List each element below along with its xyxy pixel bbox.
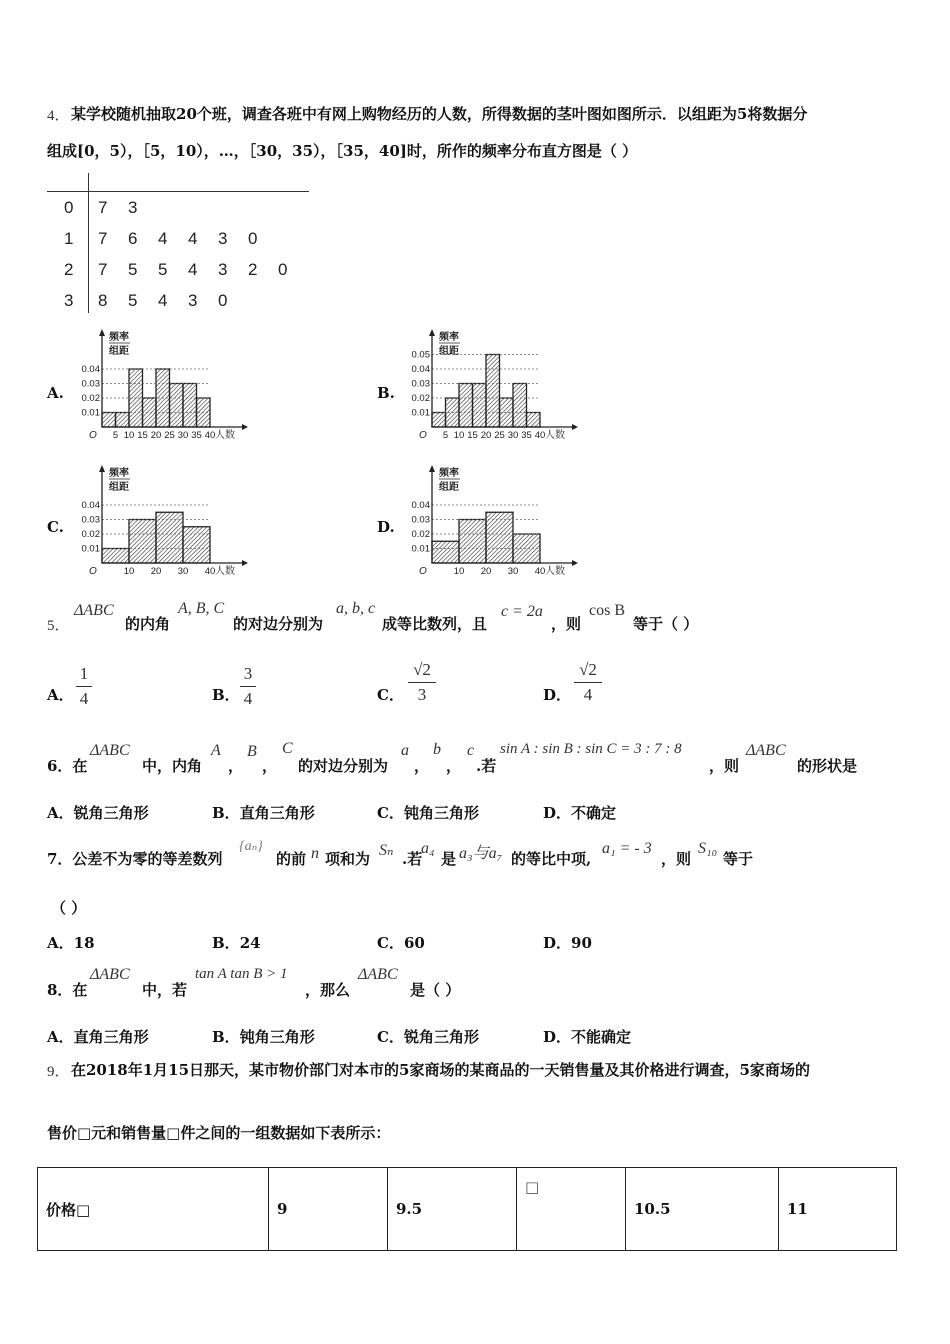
origin-label: O xyxy=(89,566,97,577)
q7-text-1: 的前 xyxy=(276,850,307,868)
q6-text-2: 的对边分别为 xyxy=(298,757,389,775)
q6-triangle: ΔABC xyxy=(90,742,130,759)
stem-value: 3 xyxy=(64,291,74,310)
x-tick-label: 10 xyxy=(123,566,135,577)
q4-option-a-label[interactable]: A. xyxy=(47,384,64,402)
q7-option-d[interactable] xyxy=(543,932,592,953)
y-axis-label-bottom: 组距 xyxy=(439,482,459,493)
histogram-bar xyxy=(183,527,210,563)
q8-option-c[interactable] xyxy=(377,1026,479,1047)
q5-option-c-label[interactable]: C． xyxy=(377,686,404,704)
q5-option-c-fraction[interactable] xyxy=(408,660,436,705)
option-text: 钝角三角形 xyxy=(239,1028,315,1046)
y-tick-label: 0.03 xyxy=(81,514,100,526)
x-tick-label: 20 xyxy=(150,566,162,577)
q6-angle-c: C xyxy=(282,740,293,757)
histogram-option-d xyxy=(402,462,582,584)
y-axis-label-bottom: 组距 xyxy=(109,482,129,493)
histogram-bar xyxy=(527,413,541,428)
q7-a1: a₁ = - 3 xyxy=(602,840,652,857)
histogram-bar xyxy=(129,520,156,564)
q9-number: 9． xyxy=(47,1064,70,1080)
y-tick-label: 0.01 xyxy=(411,543,430,555)
leaf-value: 5 xyxy=(158,260,168,279)
q6-number: 6．在 xyxy=(47,757,88,775)
x-axis-arrow xyxy=(572,424,578,430)
stem-value: 2 xyxy=(64,260,74,279)
table-cell: □ xyxy=(517,1168,626,1251)
q5-text-2: 的对边分别为 xyxy=(233,615,324,633)
y-tick-label: 0.03 xyxy=(411,514,430,526)
x-axis-arrow xyxy=(242,560,248,566)
x-tick-label: 5 xyxy=(442,430,449,441)
table-header-cell: 价格□ xyxy=(38,1168,269,1251)
x-axis-unit: 人数 xyxy=(545,430,565,441)
table-cell: 9.5 xyxy=(388,1168,517,1251)
histogram-bar xyxy=(143,398,157,427)
histogram-bar xyxy=(513,384,527,428)
histogram-bar xyxy=(459,384,473,428)
leaf-value: 4 xyxy=(188,229,198,248)
histogram-bar xyxy=(156,512,183,563)
table-row xyxy=(38,1168,897,1251)
option-text: 锐角三角形 xyxy=(73,804,149,822)
option-label: A． xyxy=(47,1028,74,1046)
q7-text-7: 等于 xyxy=(723,850,754,868)
q7-option-a[interactable] xyxy=(47,932,95,953)
q7-sn: Sₙ xyxy=(379,842,394,859)
q6-option-c[interactable] xyxy=(377,802,479,823)
leaf-value: 7 xyxy=(98,260,108,279)
q6-side-c: c xyxy=(467,742,475,759)
fraction-numerator: 1 xyxy=(79,664,89,683)
q8-text-2: ，那么 xyxy=(305,981,351,999)
histogram-bar xyxy=(459,520,486,564)
q6-comma-4: ， xyxy=(446,757,462,775)
x-axis-arrow xyxy=(572,560,578,566)
option-text: 锐角三角形 xyxy=(403,1028,479,1046)
q5-text-1: 的内角 xyxy=(125,615,171,633)
q8-text-3: 是（ ） xyxy=(410,981,461,999)
leaf-value: 5 xyxy=(128,260,138,279)
histogram-bar xyxy=(486,512,513,563)
x-tick-label: 10 xyxy=(123,430,135,441)
fraction-numerator: √2 xyxy=(413,660,431,679)
leaf-value: 4 xyxy=(158,229,168,248)
q6-comma-3: ， xyxy=(414,757,430,775)
stem-value: 0 xyxy=(64,198,74,217)
histogram-bar xyxy=(486,355,500,428)
histogram-bar xyxy=(102,413,116,428)
option-text: 直角三角形 xyxy=(73,1028,149,1046)
x-tick-label: 30 xyxy=(507,430,519,441)
histogram-bar xyxy=(432,541,459,563)
q5-triangle: ΔABC xyxy=(74,602,114,619)
leaf-value: 7 xyxy=(98,198,108,217)
x-tick-label: 15 xyxy=(467,430,478,441)
leaf-value: 3 xyxy=(128,198,138,217)
q8-triangle: ΔABC xyxy=(90,966,130,983)
y-tick-label: 0.03 xyxy=(411,378,430,390)
histogram-bar xyxy=(102,549,129,564)
y-tick-label: 0.04 xyxy=(81,500,100,511)
option-label: D． xyxy=(543,934,572,952)
option-label: C． xyxy=(377,934,404,952)
x-tick-label: 40 xyxy=(534,566,546,577)
option-text: 18 xyxy=(73,934,95,952)
leaf-value: 0 xyxy=(248,229,258,248)
y-tick-label: 0.02 xyxy=(81,529,100,540)
y-axis-arrow xyxy=(99,465,105,472)
fraction-denominator: 4 xyxy=(243,689,253,708)
stem-header-rule xyxy=(47,191,309,192)
y-tick-label: 0.04 xyxy=(411,364,430,375)
q6-text-1: 中，内角 xyxy=(142,757,203,775)
option-label: C． xyxy=(377,804,404,822)
option-text: 60 xyxy=(403,934,425,952)
y-axis-arrow xyxy=(429,465,435,472)
histogram-bar xyxy=(183,384,197,428)
option-text: 90 xyxy=(571,934,592,952)
option-label: A． xyxy=(47,934,74,952)
x-tick-label: 25 xyxy=(494,430,505,441)
y-axis-arrow xyxy=(99,329,105,336)
leaf-value: 8 xyxy=(98,291,108,310)
q5-option-b-label[interactable]: B． xyxy=(212,686,240,704)
q7-text-6: ，则 xyxy=(661,850,692,868)
y-axis-label-bottom: 组距 xyxy=(109,346,129,357)
origin-label: O xyxy=(419,566,427,577)
histogram-bar xyxy=(116,413,130,428)
q6-option-d[interactable] xyxy=(543,802,616,823)
y-axis-label-top: 频率 xyxy=(109,468,129,479)
fraction-numerator: 3 xyxy=(243,664,253,683)
q5-cosb: cos B xyxy=(589,602,625,619)
q6-side-a: a xyxy=(401,742,409,759)
q5-option-d-label[interactable]: D． xyxy=(543,686,572,704)
q7-text-5: 的等比中项, xyxy=(511,850,592,868)
y-tick-label: 0.04 xyxy=(411,500,430,511)
stem-divider xyxy=(88,173,89,313)
origin-label: O xyxy=(419,430,427,441)
option-label: D． xyxy=(543,804,572,822)
option-label: B． xyxy=(212,1028,240,1046)
option-label: B． xyxy=(212,804,240,822)
q4-number: 4． xyxy=(47,108,70,124)
histogram-option-b xyxy=(402,326,582,448)
histogram-option-c xyxy=(72,462,252,584)
option-text: 钝角三角形 xyxy=(403,804,479,822)
q7-sequence: {aₙ} xyxy=(239,839,263,854)
x-tick-label: 20 xyxy=(150,430,162,441)
leaf-value: 3 xyxy=(188,291,198,310)
q6-comma-2: ， xyxy=(262,757,278,775)
histogram-bar xyxy=(170,384,184,428)
q6-angle-b: B xyxy=(247,743,257,760)
y-tick-label: 0.01 xyxy=(411,407,430,419)
x-tick-label: 10 xyxy=(453,566,465,577)
histogram-bar xyxy=(473,384,487,428)
q6-text-4: ，则 xyxy=(709,757,740,775)
q7-text-4: 是 xyxy=(441,850,457,868)
q6-sine-ratio: sin A : sin B : sin C = 3 : 7 : 8 xyxy=(500,741,682,757)
y-tick-label: 0.04 xyxy=(81,364,100,375)
y-axis-label-bottom: 组距 xyxy=(439,346,459,357)
fraction-denominator: 3 xyxy=(417,685,427,704)
q5-angles: A, B, C xyxy=(178,600,225,617)
q6-side-b: b xyxy=(433,741,441,758)
q9-text-line2: 售价□元和销售量□件之间的一组数据如下表所示： xyxy=(47,1124,391,1142)
option-label: C． xyxy=(377,1028,404,1046)
x-tick-label: 5 xyxy=(112,430,119,441)
q8-condition: tan A tan B > 1 xyxy=(195,966,288,982)
table-cell: 11 xyxy=(779,1168,897,1251)
q8-triangle-2: ΔABC xyxy=(358,966,398,983)
q4-option-d-label[interactable]: D. xyxy=(377,518,395,536)
x-tick-label: 30 xyxy=(177,430,189,441)
x-axis-arrow xyxy=(242,424,248,430)
origin-label: O xyxy=(89,430,97,441)
y-tick-label: 0.05 xyxy=(411,349,430,361)
leaf-value: 2 xyxy=(248,260,258,279)
option-text: 不确定 xyxy=(571,804,617,822)
leaf-value: 4 xyxy=(188,260,198,279)
q5-option-a-fraction[interactable] xyxy=(76,664,92,709)
x-tick-label: 30 xyxy=(507,566,519,577)
histogram-bar xyxy=(432,413,446,428)
q7-a4: a₄ xyxy=(421,840,435,857)
x-tick-label: 35 xyxy=(521,430,532,441)
q5-option-a-label[interactable]: A． xyxy=(47,686,74,704)
option-label: B． xyxy=(212,934,240,952)
q8-text-1: 中，若 xyxy=(142,981,188,999)
q6-comma-1: ， xyxy=(228,757,244,775)
q7-option-b[interactable] xyxy=(212,932,261,953)
q8-option-a[interactable] xyxy=(47,1026,149,1047)
fraction-numerator: √2 xyxy=(579,660,597,679)
x-tick-label: 20 xyxy=(480,430,492,441)
y-axis-label-top: 频率 xyxy=(439,468,459,479)
q8-number: 8．在 xyxy=(47,981,88,999)
q7-number: 7．公差不为零的等差数列 xyxy=(47,850,223,868)
leaf-value: 6 xyxy=(128,229,138,248)
x-tick-label: 10 xyxy=(453,430,465,441)
q6-angle-a: A xyxy=(211,742,221,759)
x-axis-unit: 人数 xyxy=(545,566,565,577)
fraction-denominator: 4 xyxy=(583,685,593,704)
leaf-value: 0 xyxy=(278,260,288,279)
x-tick-label: 40 xyxy=(534,430,546,441)
q7-s10: S₁₀ xyxy=(698,840,718,857)
x-axis-unit: 人数 xyxy=(215,566,235,577)
y-tick-label: 0.02 xyxy=(411,393,430,404)
x-axis-unit: 人数 xyxy=(215,430,235,441)
q5-text-3: 成等比数列，且 xyxy=(382,615,488,633)
q5-option-b-fraction[interactable] xyxy=(240,664,256,709)
x-tick-label: 20 xyxy=(480,566,492,577)
x-tick-label: 25 xyxy=(164,430,175,441)
q8-option-b[interactable] xyxy=(212,1026,315,1047)
q5-sides: a, b, c xyxy=(336,600,376,617)
y-axis-arrow xyxy=(429,329,435,336)
y-tick-label: 0.02 xyxy=(411,529,430,540)
q7-answer-paren: （ ） xyxy=(51,899,87,917)
q7-n: n xyxy=(311,845,319,862)
q9-text-line1: 在2018年1月15日那天，某市物价部门对本市的5家商场的某商品的一天销售量及其价格进行调查，5家商场的 xyxy=(71,1061,810,1079)
q6-triangle-2: ΔABC xyxy=(746,742,786,759)
x-tick-label: 15 xyxy=(137,430,148,441)
q8-option-d[interactable] xyxy=(543,1026,631,1047)
q7-a3-a7: a₃与a₇ xyxy=(459,845,503,862)
x-tick-label: 40 xyxy=(204,566,216,577)
y-axis-label-top: 频率 xyxy=(109,332,129,343)
q7-option-c[interactable] xyxy=(377,932,425,953)
table-cell: 10.5 xyxy=(626,1168,779,1251)
leaf-value: 4 xyxy=(158,291,168,310)
q4-option-c-label[interactable]: C. xyxy=(47,518,64,536)
leaf-value: 7 xyxy=(98,229,108,248)
option-text: 24 xyxy=(239,934,261,952)
y-tick-label: 0.01 xyxy=(81,543,100,555)
y-tick-label: 0.01 xyxy=(81,407,100,419)
x-tick-label: 40 xyxy=(204,430,216,441)
price-sales-table xyxy=(37,1167,897,1251)
y-axis-label-top: 频率 xyxy=(439,332,459,343)
q5-option-d-fraction[interactable] xyxy=(574,660,602,705)
leaf-value: 0 xyxy=(218,291,228,310)
option-label: D． xyxy=(543,1028,572,1046)
option-text: 不能确定 xyxy=(571,1028,632,1046)
option-label: A． xyxy=(47,804,74,822)
q5-number: 5． xyxy=(47,618,70,634)
stem-value: 1 xyxy=(64,229,74,248)
leaf-value: 3 xyxy=(218,260,228,279)
leaf-value: 5 xyxy=(128,291,138,310)
x-tick-label: 30 xyxy=(177,566,189,577)
leaf-value: 3 xyxy=(218,229,228,248)
q4-text-line2: 组成[0，5），［5，10），…，［30，35），［35，40]时，所作的频率分布直方图是（ ） xyxy=(47,142,638,160)
q6-text-5: 的形状是 xyxy=(797,757,858,775)
y-tick-label: 0.03 xyxy=(81,378,100,390)
q5-text-4: ，则 xyxy=(551,615,582,633)
q5-text-5: 等于（ ） xyxy=(633,615,699,633)
q7-text-2: 项和为 xyxy=(325,850,371,868)
table-cell: 9 xyxy=(269,1168,388,1251)
x-tick-label: 35 xyxy=(191,430,202,441)
q4-text-line1: 某学校随机抽取20个班，调查各班中有网上购物经历的人数，所得数据的茎叶图如图所示．以组距为5将数据分 xyxy=(71,105,808,123)
q7-text-3: .若 xyxy=(402,850,423,868)
q6-option-b[interactable] xyxy=(212,802,315,823)
histogram-option-a xyxy=(72,326,252,448)
q6-option-a[interactable] xyxy=(47,802,149,823)
y-tick-label: 0.02 xyxy=(81,393,100,404)
q6-text-3: .若 xyxy=(476,757,497,775)
q4-option-b-label[interactable]: B. xyxy=(377,384,395,402)
q5-condition: c = 2a xyxy=(501,603,543,620)
option-text: 直角三角形 xyxy=(239,804,315,822)
fraction-denominator: 4 xyxy=(79,689,89,708)
